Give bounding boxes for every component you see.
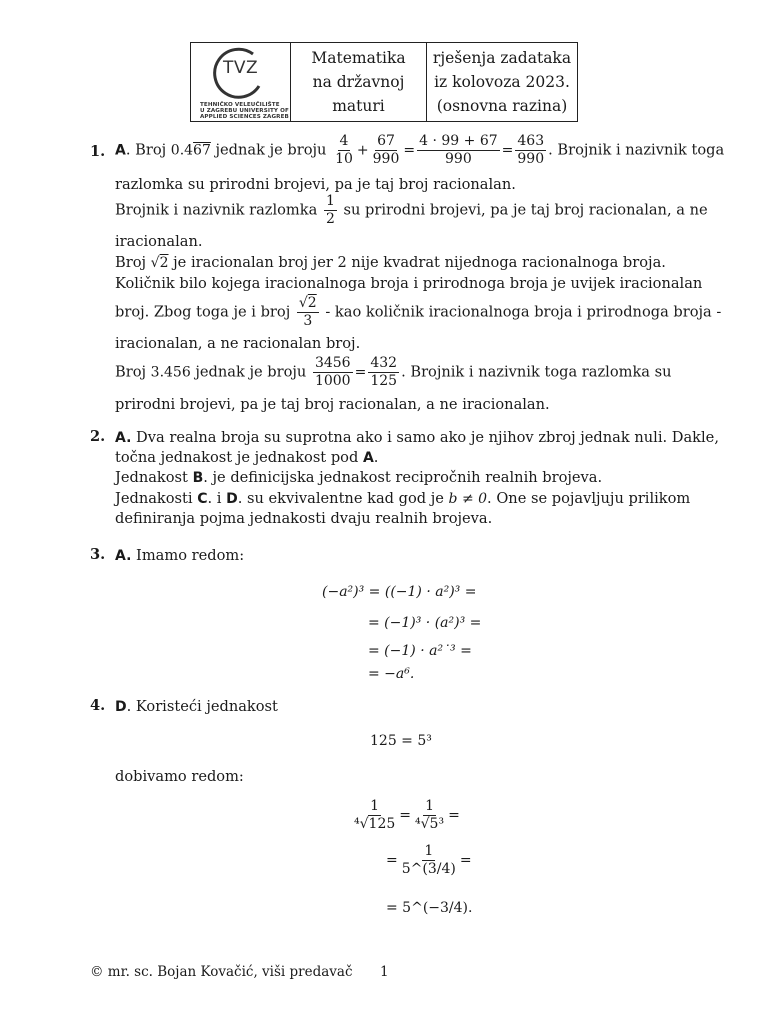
q2-line-2: točna jednakost je jednakost pod A. xyxy=(115,449,379,466)
q3-eq-4: = −a⁶. xyxy=(368,666,415,682)
q2-line-1: A. Dva realna broja su suprotna ako i samo ako je njihov zbroj jednak nuli. Dakle, xyxy=(115,429,719,446)
q1-line-2: razlomka su prirodni brojevi, pa je taj broj racionalan. xyxy=(115,176,516,193)
question-number: 1. xyxy=(90,143,106,160)
q1-line-1: A. Broj 0.467 jednak je broju $\frac{4}{10}$ + $\frac{67}{990}$ = $\frac{4 \cdot 99 + 67}{990}$ = $\frac{463}{990}$ . Brojnik i nazivnik toga xyxy=(115,133,725,167)
q2-line-3: Jednakost B. je definicijska jednakost recipročnih realnih brojeva. xyxy=(115,469,603,486)
header-subtitle: rješenja zadataka iz kolovoza 2023. (osnovna razina) xyxy=(432,49,572,115)
q1-line-4: iracionalan. xyxy=(115,233,203,250)
logo-sub-line: APPLIED SCIENCES ZAGREB xyxy=(200,114,289,120)
q4-eq-1: $\frac{1}{\text{⁴√125}}$ = $\frac{1}{\text{⁴√5³}}$ = xyxy=(354,798,460,832)
q3-eq-1: (−a²)³ = ((−1) · a²)³ = xyxy=(322,584,477,600)
page-number: 1 xyxy=(380,964,389,980)
header-table xyxy=(190,42,578,122)
q1-line-7: broj. Zbog toga je i broj $\frac{√2}{3}$ - kao količnik iracionalnoga broja i prirodnoga broja - xyxy=(115,295,722,329)
logo-sub-line: TEHNIČKO VELEUČILIŠTE xyxy=(200,102,280,108)
q1-line-10: prirodni brojevi, pa je taj broj racionalan, a ne iracionalan. xyxy=(115,396,550,413)
q4-line-1: D. Koristeći jednakost xyxy=(115,698,278,715)
logo-sub-line: U ZAGREBU UNIVERSITY OF xyxy=(200,108,289,114)
q1-line-8: iracionalan, a ne racionalan broj. xyxy=(115,335,361,352)
q1-line-6: Količnik bilo kojega iracionalnoga broja i prirodnoga broja je uvijek iracionalan xyxy=(115,275,703,292)
q1-line-5: Broj √2 je iracionalan broj jer 2 nije kvadrat nijednoga racionalnoga broja. xyxy=(115,254,666,271)
q1-line-9: Broj 3.456 jednak je broju $\frac{3456}{1000}$ = $\frac{432}{125}$ . Brojnik i nazivnik toga razlomka su xyxy=(115,355,672,389)
q3-eq-2: = (−1)³ · (a²)³ = xyxy=(368,615,482,631)
q3-eq-3: = (−1) · a²˙³ = xyxy=(368,643,472,659)
q2-line-5: definiranja pojma jednakosti dvaju realnih brojeva. xyxy=(115,510,493,527)
q3-line-1: A. Imamo redom: xyxy=(115,547,245,564)
footer-author: © mr. sc. Bojan Kovačić, viši predavač xyxy=(90,964,353,980)
question-number: 2. xyxy=(90,428,106,445)
q2-line-4: Jednakosti C. i D. su ekvivalentne kad god je b ≠ 0. One se pojavljuju prilikom xyxy=(115,490,691,507)
logo-text: TVZ xyxy=(223,58,259,78)
q4-eq-3: = 5^(−3/4). xyxy=(386,900,473,916)
question-number: 3. xyxy=(90,546,106,563)
q4-eq-2: = $\frac{1}{5\^{}(3/4)}$ = xyxy=(386,843,472,877)
q4-line-2: dobivamo redom: xyxy=(115,768,244,785)
header-title: Matematika na državnoj maturi xyxy=(311,49,406,115)
q1-line-3: Brojnik i nazivnik razlomka $\frac{1}{2}$ su prirodni brojevi, pa je taj broj racionalan, a ne xyxy=(115,193,708,227)
q4-eq-0: 125 = 5³ xyxy=(370,733,432,749)
question-number: 4. xyxy=(90,697,106,714)
